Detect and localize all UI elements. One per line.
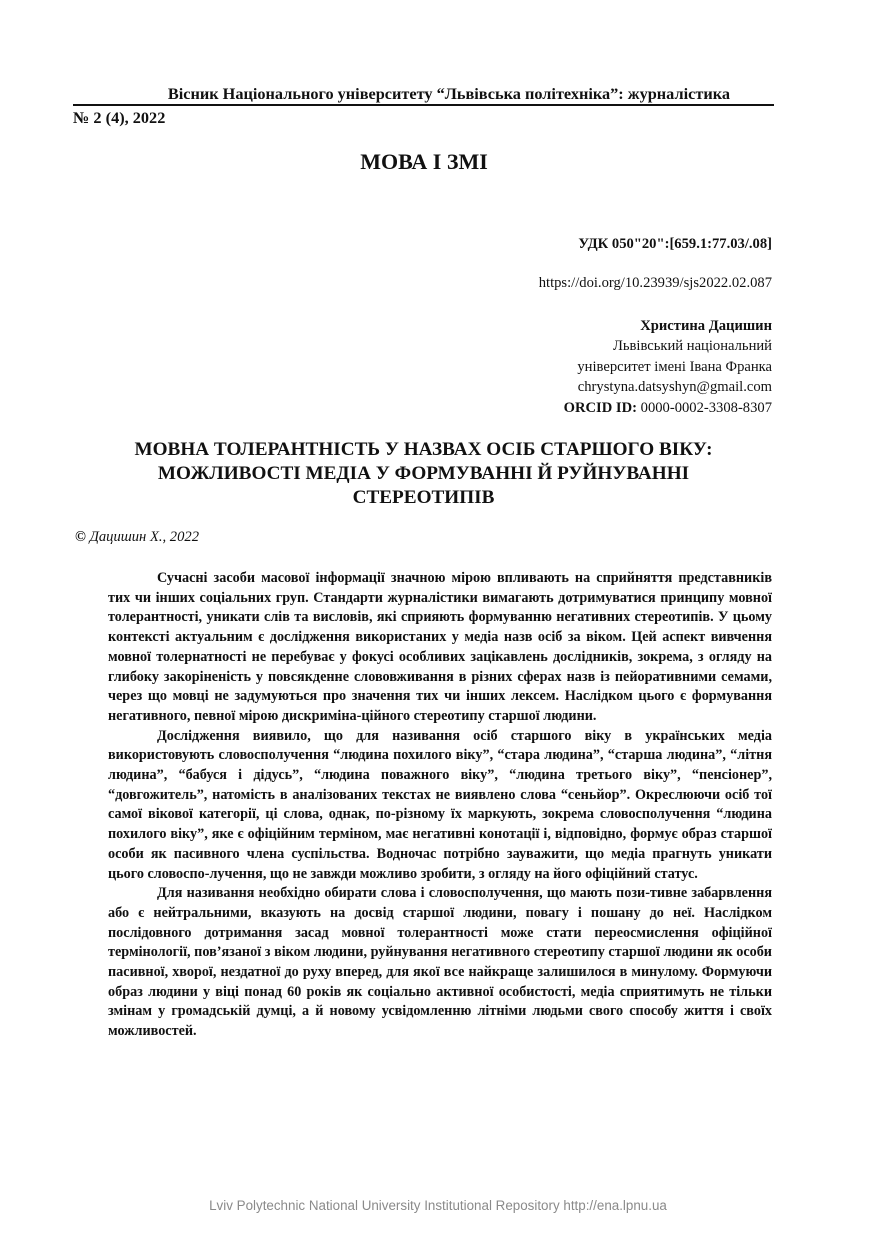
- abstract: [108, 569, 772, 1042]
- abstract-paragraph-3: Для називання необхідно обирати слова і словосполучення, що мають пози-тивне забарвлення або є нейтральними, вказують на досвід старшої людини, повагу і пошану до неї. Наслідком послідовного дотримання засад мовної толерантності може стати переосмислення офіційної термінології, пов’язаної з віком людини, руйнування негативного стереотипу старшої людини як особи пасивної, хворої, нездатної до руху вперед, для якої все найкраще залишилося в минулому. Формуючи образ людини у віці понад 60 років як соціально активної особистості, медіа сприятимуть не тільки змінам у громадській думці, а й новому усвідомленню літніми людьми свого способу життя і своїх можливостей.: [108, 885, 772, 1040]
- doi-link[interactable]: https://doi.org/10.23939/sjs2022.02.087: [538, 275, 772, 291]
- issue-number: № 2 (4), 2022: [73, 108, 166, 127]
- copyright-notice: [75, 528, 199, 546]
- article-title-line1: МОВНА ТОЛЕРАНТНІСТЬ У НАЗВАХ ОСІБ СТАРШОГО ВІКУ:: [134, 439, 713, 460]
- author-email[interactable]: chrystyna.datsyshyn@gmail.com: [577, 379, 772, 396]
- copyright-text: Дацишин Х., 2022: [89, 529, 199, 545]
- journal-header: Вісник Національного університету “Львівська політехніка”: журналістика: [167, 84, 730, 103]
- author-name: Христина Дацишин: [640, 318, 772, 334]
- section-title: МОВА І ЗМІ: [360, 149, 488, 174]
- copyright-icon: ©: [75, 529, 86, 545]
- author-block: [564, 316, 772, 418]
- orcid-value[interactable]: 0000-0002-3308-8307: [640, 399, 772, 416]
- author-affiliation-line1: Львівський національний: [612, 338, 772, 355]
- repository-footer: Lviv Polytechnic National University Institutional Repository http://ena.lpnu.ua: [209, 1198, 667, 1213]
- author-orcid: [564, 398, 772, 418]
- article-title-line3: СТЕРЕОТИПІВ: [352, 487, 495, 508]
- orcid-label: ORCID ID:: [563, 399, 637, 416]
- author-affiliation-line2: університет імені Івана Франка: [577, 358, 772, 375]
- abstract-paragraph-1: Сучасні засоби масової інформації значною мірою впливають на сприйняття представників тих чи інших соціальних груп. Стандарти журналістики вимагають дотримуватися принципу мовної толерантності, уникати слів та висловів, які сприяють формуванню негативних стереотипів. У цьому контексті актуальним є дослідження використаних у медіа назв осіб за віком. Цей аспект вивчення мовної толернатності не перебуває у фокусі особливих зацікавлень дослідників, зокрема, з огляду на глибоку закоріненість у повсякденне слововживання в різних сферах назв із пейоративними семами, через що мовці не задумуються про значення тих чи інших лексем. Наслідком цього є формування негативного, певної мірою дискриміна-ційного стереотипу старшої людини.: [108, 570, 772, 724]
- article-title-line2: МОЖЛИВОСТІ МЕДІА У ФОРМУВАННІ Й РУЙНУВАННІ: [157, 463, 690, 484]
- udc-code: УДК 050"20":[659.1:77.03/.08]: [578, 236, 772, 252]
- abstract-paragraph-2: Дослідження виявило, що для називання осіб старшого віку в українських медіа використовують словосполучення “людина похилого віку”, “стара людина”, “старша людина”, “літня людина”, “бабуся і дідусь”, “людина поважного віку”, “людина третього віку”, “пенсіонер”, “довгожитель”, натомість в аналізованих текстах не виявлено слова “сеньйор”. Окреслюючи осіб тої самої вікової категорії, ці слова, однак, по-різному їх маркують, зокрема словосполучення “людина похилого віку”, яке є офіційним терміном, має негативні конотації і, відповідно, формує образ старшої особи як пасивного члена суспільства. Водночас потрібно зауважити, що медіа прагнуть уникати цього словоспо-лучення, що не завжди можливо зробити, з огляду на його офіційний статус.: [108, 727, 772, 882]
- article-title: [73, 438, 774, 510]
- header-divider: [73, 104, 774, 106]
